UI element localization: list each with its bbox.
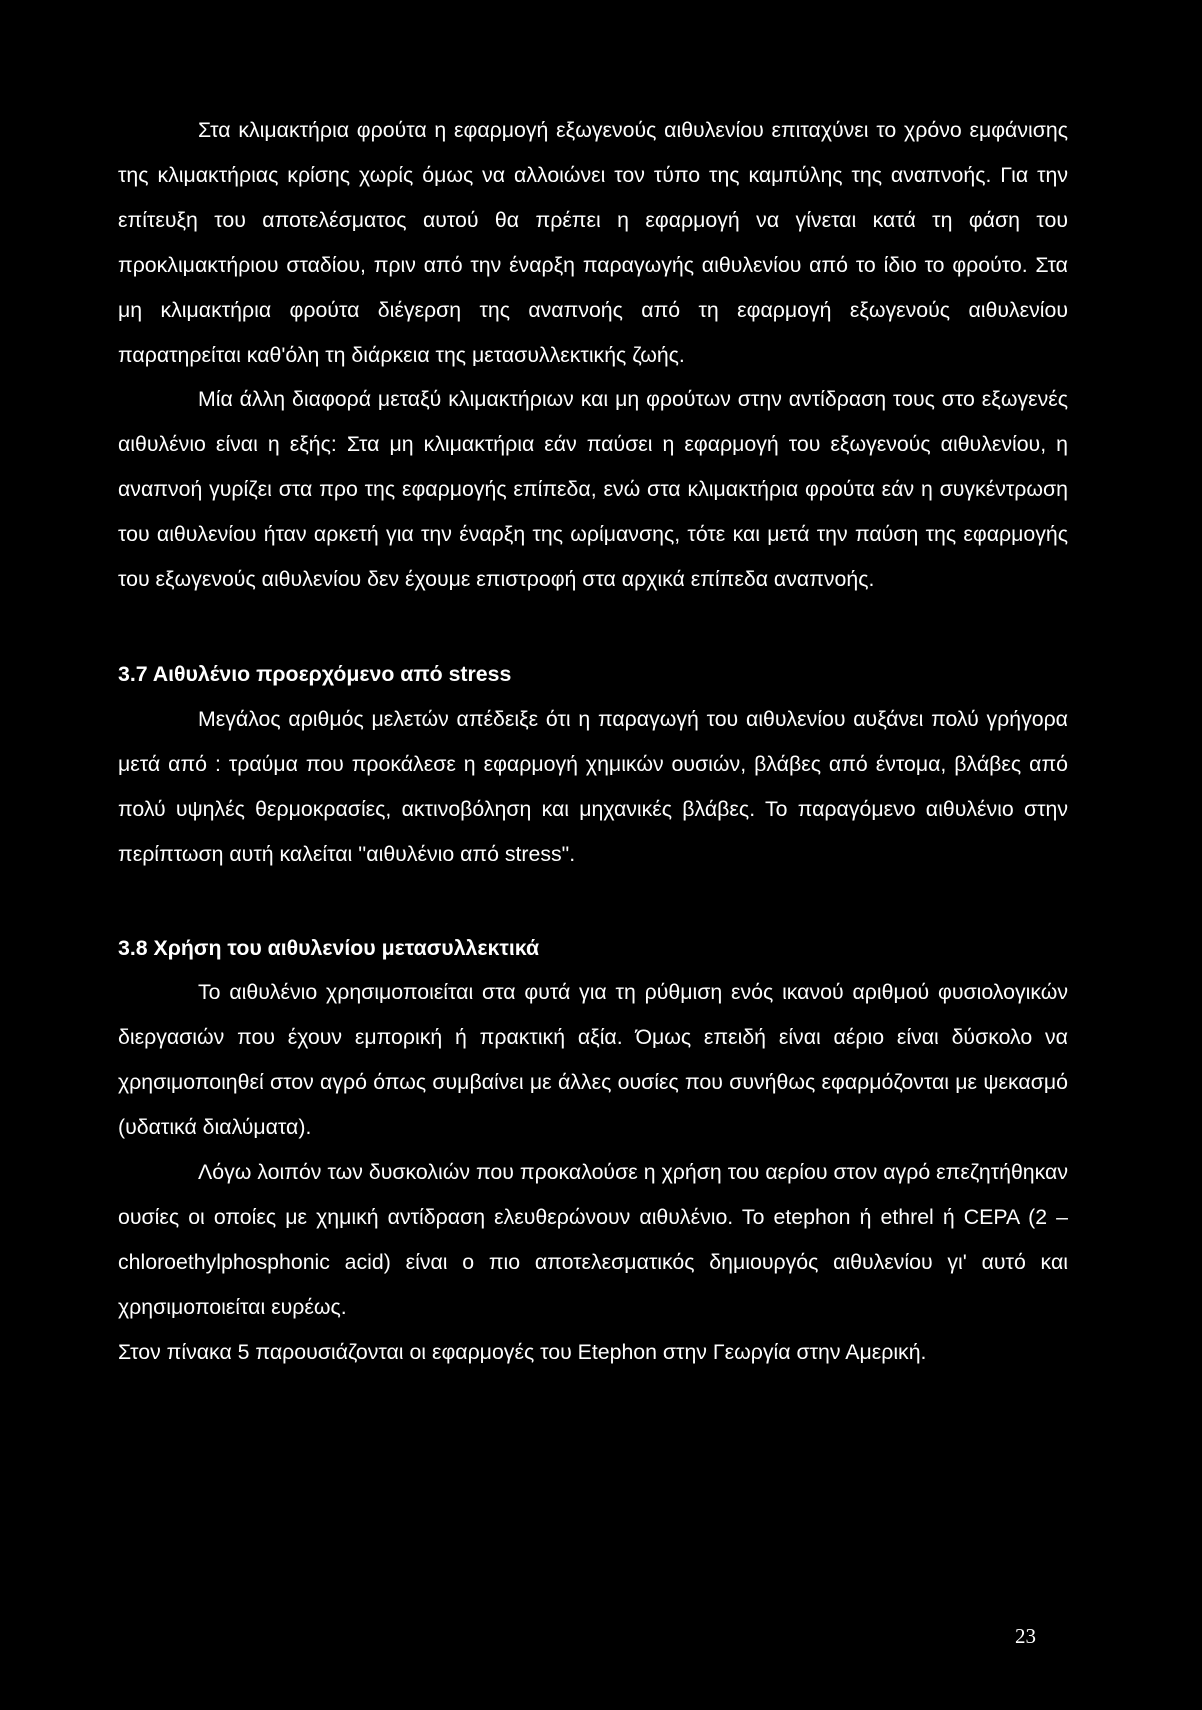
section-spacer [118, 602, 1068, 652]
document-page [118, 108, 1068, 1375]
paragraph-ethylene-use: Το αιθυλένιο χρησιμοποιείται στα φυτά για τη ρύθμιση ενός ικανού αριθμού φυσιολογικών διεργασιών που έχουν εμπορική ή πρακτική αξία. Όμως επειδή είναι αέριο είναι δύσκολο να χρησιμοποιηθεί στον αγρό όπως συμβαίνει με άλλες ουσίες που συνήθως εφαρμόζονται με ψεκασμό (υδατικά διαλύματα). [118, 980, 1068, 1140]
paragraph-climacteric-exogenous: Στα κλιμακτήρια φρούτα η εφαρμογή εξωγενούς αιθυλενίου επιταχύνει το χρόνο εμφάνισης της κλιμακτήριας κρίσης χωρίς όμως να αλλοιώνει τον τύπο της καμπύλης της αναπνοής. Για την επίτευξη του αποτελέσματος αυτού θα πρέπει η εφαρμογή να γίνεται κατά τη φάση του προκλιμακτήριου σταδίου, πριν από την έναρξη παραγωγής αιθυλενίου από το ίδιο το φρούτο. Στα μη κλιμακτήρια φρούτα διέγερση της αναπνοής από τη εφαρμογή εξωγενούς αιθυλενίου παρατηρείται καθ'όλη τη διάρκεια της μετασυλλεκτικής ζωής. [118, 118, 1068, 367]
section-spacer [118, 877, 1068, 926]
paragraph-table-reference: Στον πίνακα 5 παρουσιάζονται οι εφαρμογές του Etephon στην Γεωργία στην Αμερική. [118, 1339, 927, 1364]
heading-section-3-8: 3.8 Χρήση του αιθυλενίου μετασυλλεκτικά [118, 935, 540, 960]
paragraph-stress-ethylene: Μεγάλος αριθμός μελετών απέδειξε ότι η παραγωγή του αιθυλενίου αυξάνει πολύ γρήγορα μετά από : τραύμα που προκάλεσε η εφαρμογή χημικών ουσιών, βλάβες από έντομα, βλάβες από πολύ υψηλές θερμοκρασίες, ακτινοβόληση και μηχανικές βλάβες. Το παραγόμενο αιθυλένιο στην περίπτωση αυτή καλείται ''αιθυλένιο από stress". [118, 706, 1068, 866]
paragraph-etephon: Λόγω λοιπόν των δυσκολιών που προκαλούσε η χρήση του αερίου στον αγρό επεζητήθηκαν ουσίες οι οποίες με χημική αντίδραση ελευθερώνουν αιθυλένιο. Το etephon ή ethrel ή CEPA (2 – chloroethylphosphonic acid) είναι ο πιο αποτελεσματικός δημιουργός αιθυλενίου γι' αυτό και χρησιμοποιείται ευρέως. [118, 1160, 1068, 1319]
paragraph-difference-response: Μία άλλη διαφορά μεταξύ κλιμακτήριων και μη φρούτων στην αντίδραση τους στο εξωγενές αιθυλένιο είναι η εξής: Στα μη κλιμακτήρια εάν παύσει η εφαρμογή του εξωγενούς αιθυλενίου, η αναπνοή γυρίζει στα προ της εφαρμογής επίπεδα, ενώ στα κλιμακτήρια φρούτα εάν η συγκέντρωση του αιθυλενίου ήταν αρκετή για την έναρξη της ωρίμανσης, τότε και μετά την παύση της εφαρμογής του εξωγενούς αιθυλενίου δεν έχουμε επιστροφή στα αρχικά επίπεδα αναπνοής. [118, 387, 1068, 592]
page-number: 23 [1015, 1624, 1036, 1648]
heading-section-3-7: 3.7 Αιθυλένιο προερχόμενο από stress [118, 661, 512, 686]
